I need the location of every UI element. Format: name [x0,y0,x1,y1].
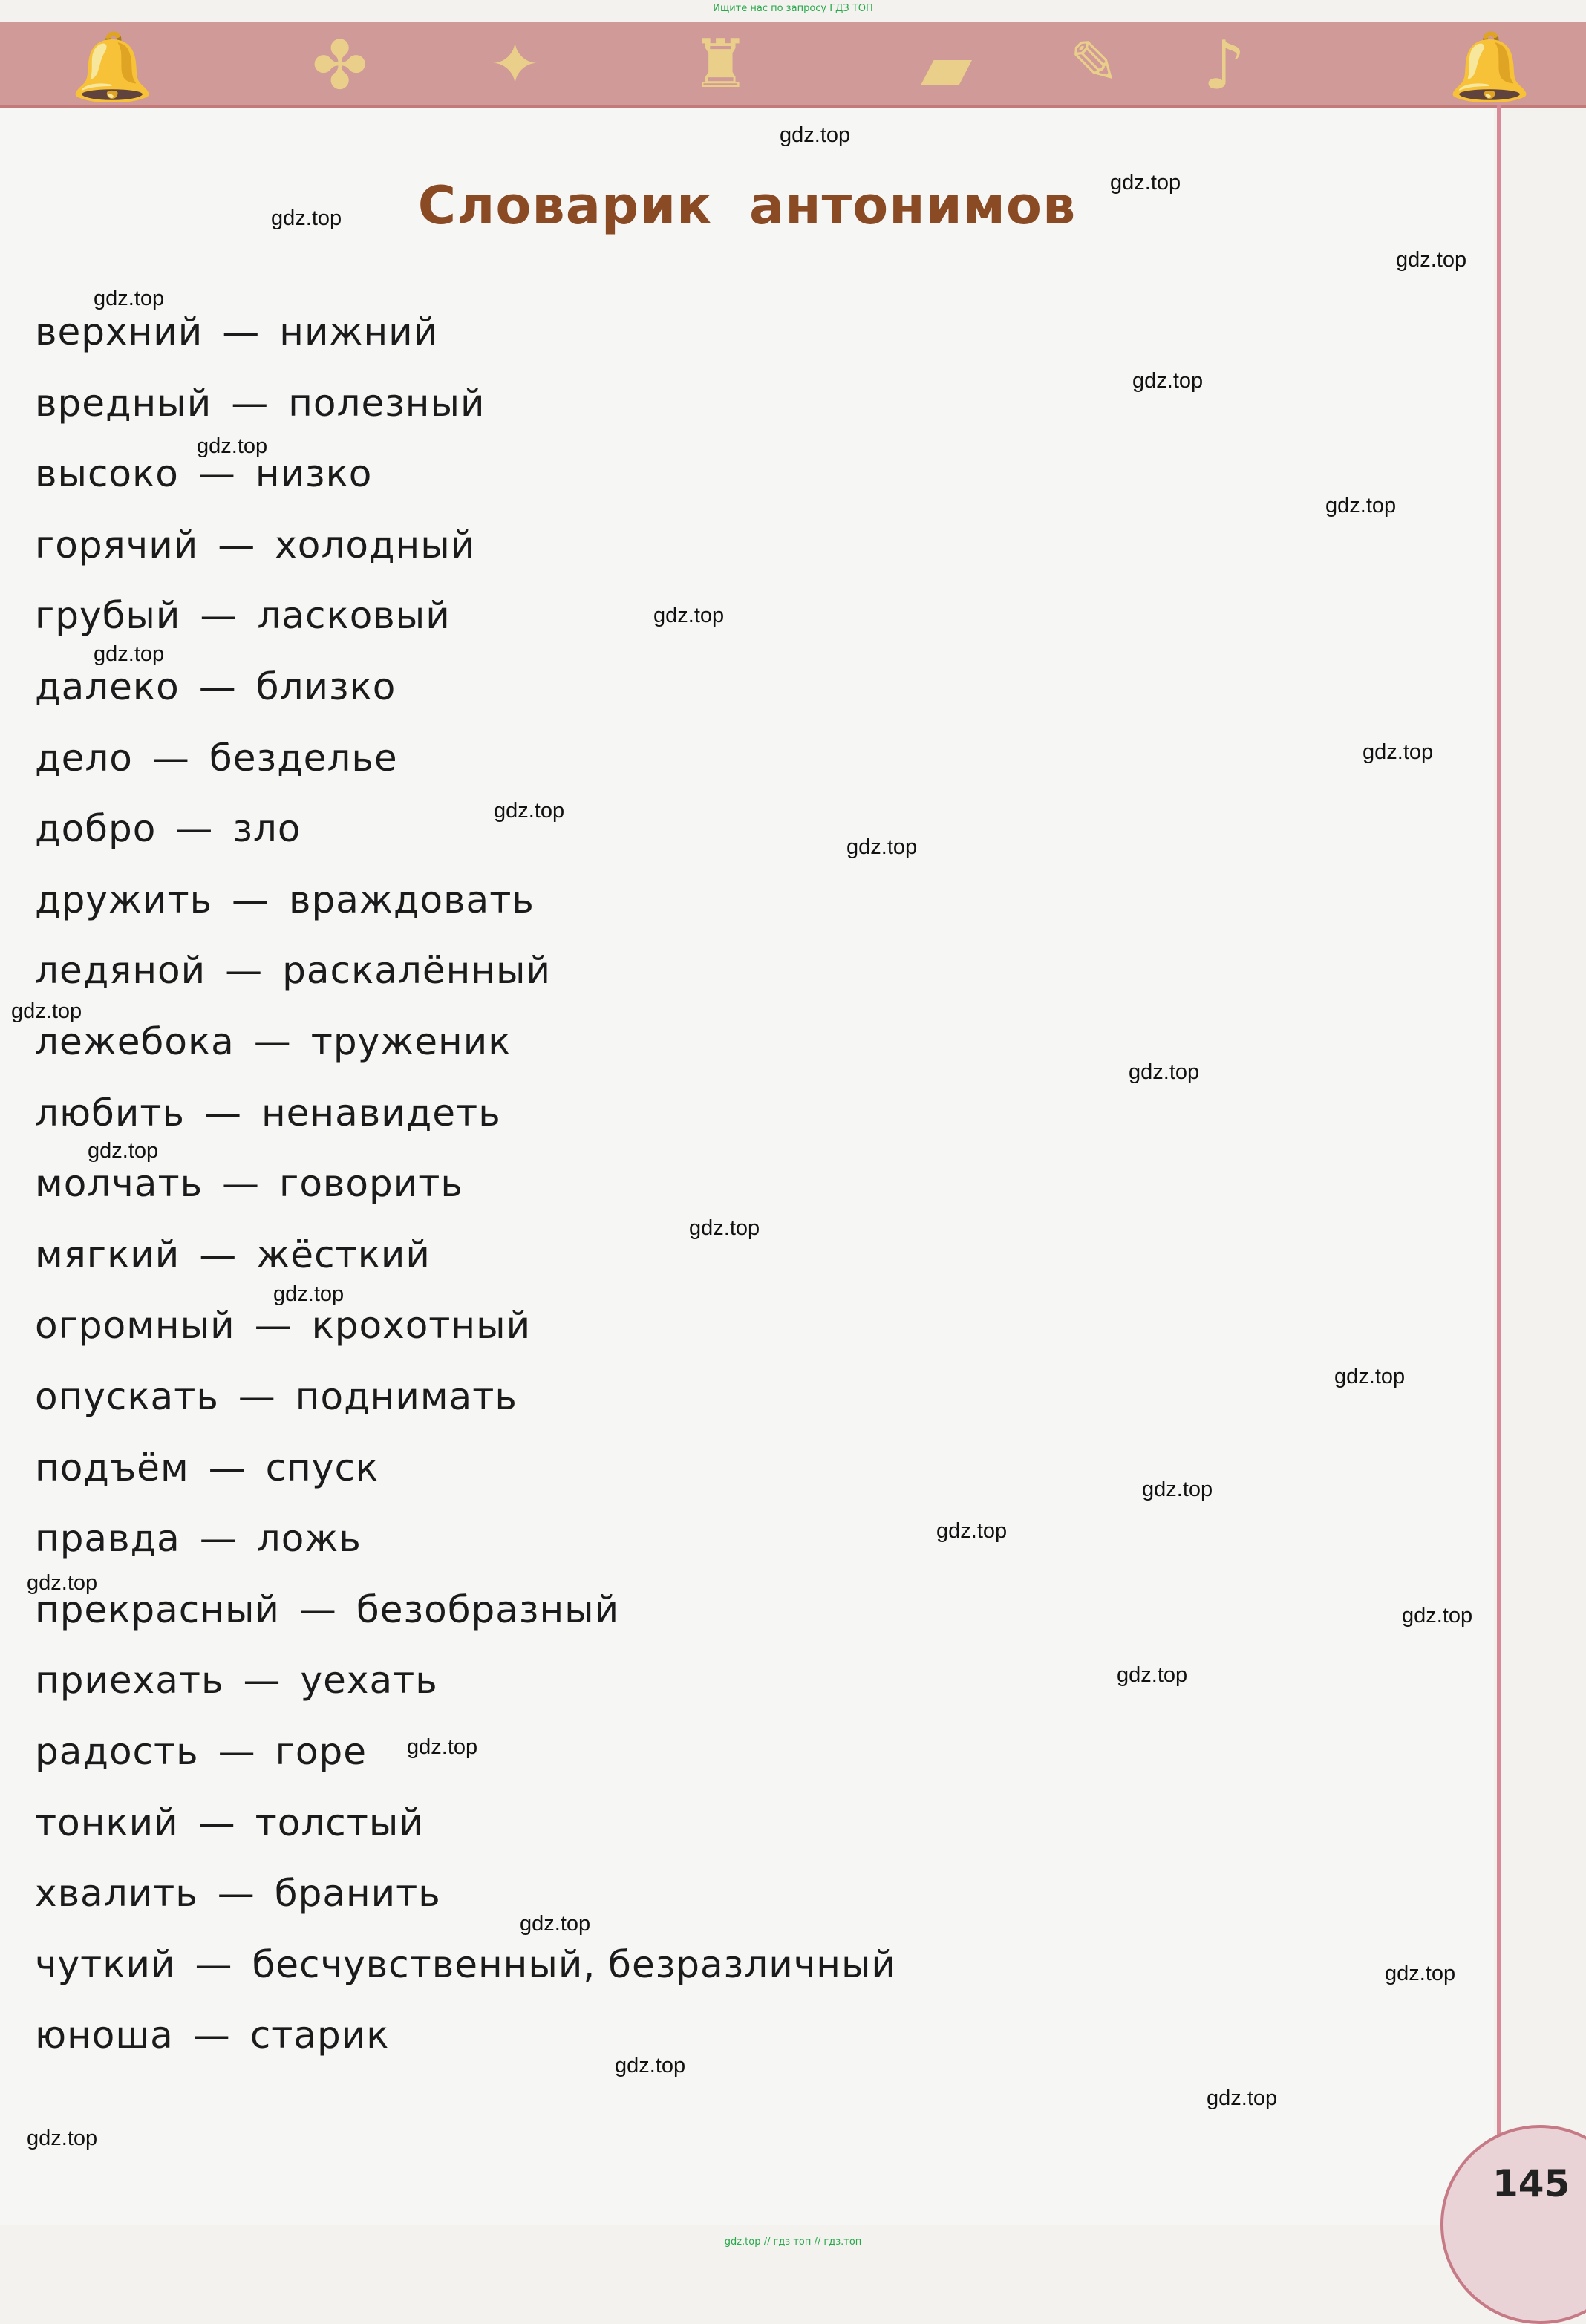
antonym: говорить [279,1162,463,1206]
dash: — [175,807,214,851]
watermark: gdz.top [197,434,268,458]
dash: — [198,1801,236,1844]
dash: — [208,1446,247,1489]
watermark: gdz.top [11,999,82,1023]
antonym: ненавидеть [261,1091,501,1135]
antonym: крохотный [311,1304,532,1348]
antonym-entry [35,1304,531,1347]
decorative-banner [0,22,1586,108]
antonym: толстый [255,1801,424,1844]
watermark: gdz.top [1117,1663,1188,1687]
antonym: полезный [288,381,486,425]
word: добро [35,807,157,851]
watermark: gdz.top [1363,740,1434,764]
word: хвалить [35,1872,198,1916]
watermark: gdz.top [1402,1604,1473,1628]
dash: — [203,1091,242,1135]
watermark: gdz.top [1129,1060,1200,1084]
antonym: труженик [310,1020,512,1063]
word: прекрасный [35,1587,280,1631]
bell-icon: 🔔 [71,28,154,106]
watermark: gdz.top [1325,494,1397,518]
dash: — [243,1659,281,1703]
watermark: gdz.top [407,1735,478,1759]
antonym: уехать [300,1659,438,1703]
word: юноша [35,2014,174,2057]
dash: — [199,1233,238,1276]
antonym-entry [35,1730,367,1773]
word: горячий [35,523,199,567]
antonym: ложь [256,1517,362,1561]
word: правда [35,1517,180,1561]
antonym-entry [35,1659,438,1702]
watermark: gdz.top [273,1282,345,1306]
word: подъём [35,1446,189,1489]
watermark: gdz.top [88,1139,159,1163]
watermark: gdz.top [1334,1365,1406,1388]
word: высоко [35,452,179,496]
antonym-entry [35,1872,441,1915]
word: опускать [35,1375,219,1418]
antonym: близко [255,665,396,708]
horn-icon: ♪ [1203,27,1246,105]
antonym-entry [35,1517,362,1560]
watermark: gdz.top [94,287,165,310]
antonym: раскалённый [282,949,551,993]
watermark: gdz.top [846,835,918,859]
antonym: спуск [265,1446,379,1489]
top-note: Ищите нас по запросу ГДЗ ТОП [713,3,873,14]
antonym: безобразный [356,1587,620,1631]
dash: — [200,594,238,638]
watermark: gdz.top [94,642,165,666]
word: вредный [35,381,212,425]
antonym-entry [35,1588,619,1631]
watermark: gdz.top [1396,248,1467,272]
antonym-entry [35,737,398,780]
antonym: враждовать [289,878,535,921]
dash: — [195,1942,233,1986]
word: мягкий [35,1233,180,1276]
book-icon: ▰ [921,28,973,106]
word: далеко [35,665,180,708]
watermark: gdz.top [1142,1478,1213,1501]
dash: — [198,452,236,496]
leaf-icon: ✤ [312,27,368,105]
dash: — [238,1375,276,1418]
antonym: ласковый [257,594,451,638]
page-edge-line [1497,105,1501,2229]
antonym: поднимать [295,1375,518,1418]
antonym: старик [249,2014,390,2057]
antonym: холодный [275,523,476,567]
word: дружить [35,878,213,921]
antonym-entry [35,1446,379,1489]
watermark: gdz.top [780,123,851,147]
watermark: gdz.top [27,1571,98,1595]
antonym: низко [255,452,373,496]
antonym-entry [35,807,301,850]
antonym-entry [35,382,485,425]
antonym-entry [35,665,396,708]
dash: — [222,310,261,353]
antonym: нижний [279,310,439,353]
word: тонкий [35,1801,179,1844]
page-title: Словарик антонимов [417,175,1077,236]
watermark: gdz.top [1207,2086,1278,2110]
watermark: gdz.top [936,1519,1008,1543]
page-number: 145 [1492,2162,1570,2205]
antonym-entry [35,878,535,921]
dash: — [253,1020,292,1063]
star-icon: ✦ [490,30,541,99]
dash: — [151,736,190,780]
word: огромный [35,1304,235,1348]
dash: — [192,2014,231,2057]
dash: — [232,878,270,921]
dash: — [254,1304,293,1348]
dash: — [218,523,256,567]
watermark: gdz.top [271,206,342,230]
antonym-entry [35,594,451,637]
dash: — [198,665,237,708]
watermark: gdz.top [494,799,565,823]
dash: — [199,1517,238,1561]
word: грубый [35,594,181,638]
pencil-icon: ✎ [1069,28,1120,97]
watermark: gdz.top [1110,171,1181,195]
watermark: gdz.top [689,1216,760,1240]
word: радость [35,1730,199,1773]
dash: — [225,949,264,993]
antonym: горе [275,1730,367,1773]
word: молчать [35,1162,203,1206]
watermark: gdz.top [1385,1962,1456,1985]
dash: — [231,381,270,425]
antonym: жёсткий [256,1233,431,1276]
footer-note: gdz.top // гдз топ // гдз.топ [724,2236,862,2248]
antonym-entry [35,1020,511,1063]
dash: — [222,1162,261,1206]
watermark: gdz.top [1132,369,1204,393]
bell-icon: 🔔 [1448,28,1532,106]
dash: — [218,1730,256,1773]
antonym-entry [35,949,551,992]
antonym-entry [35,1943,896,1986]
antonym-entry [35,1233,431,1276]
word: дело [35,736,133,780]
watermark: gdz.top [27,2126,98,2150]
watermark: gdz.top [653,604,725,627]
antonym: зло [232,807,301,851]
antonym-entry [35,1801,424,1844]
antonym-entry [35,1162,463,1205]
dash: — [217,1872,255,1916]
word: ледяной [35,949,206,993]
word: верхний [35,310,203,353]
antonym: бесчувственный, безразличный [252,1942,896,1986]
watermark: gdz.top [520,1912,591,1936]
antonym-entry [35,523,475,567]
antonym-entry [35,2014,389,2057]
word: чуткий [35,1942,176,1986]
antonym-entry [35,1375,518,1418]
antonym-entry [35,1091,501,1135]
antonym-entry [35,310,438,353]
antonym: бранить [274,1872,441,1916]
word: приехать [35,1659,224,1703]
watermark: gdz.top [615,2054,686,2077]
antonym: безделье [209,736,398,780]
word: любить [35,1091,185,1135]
word: лежебока [35,1020,235,1063]
dash: — [298,1587,337,1631]
trophy-icon: ♜ [691,25,751,103]
